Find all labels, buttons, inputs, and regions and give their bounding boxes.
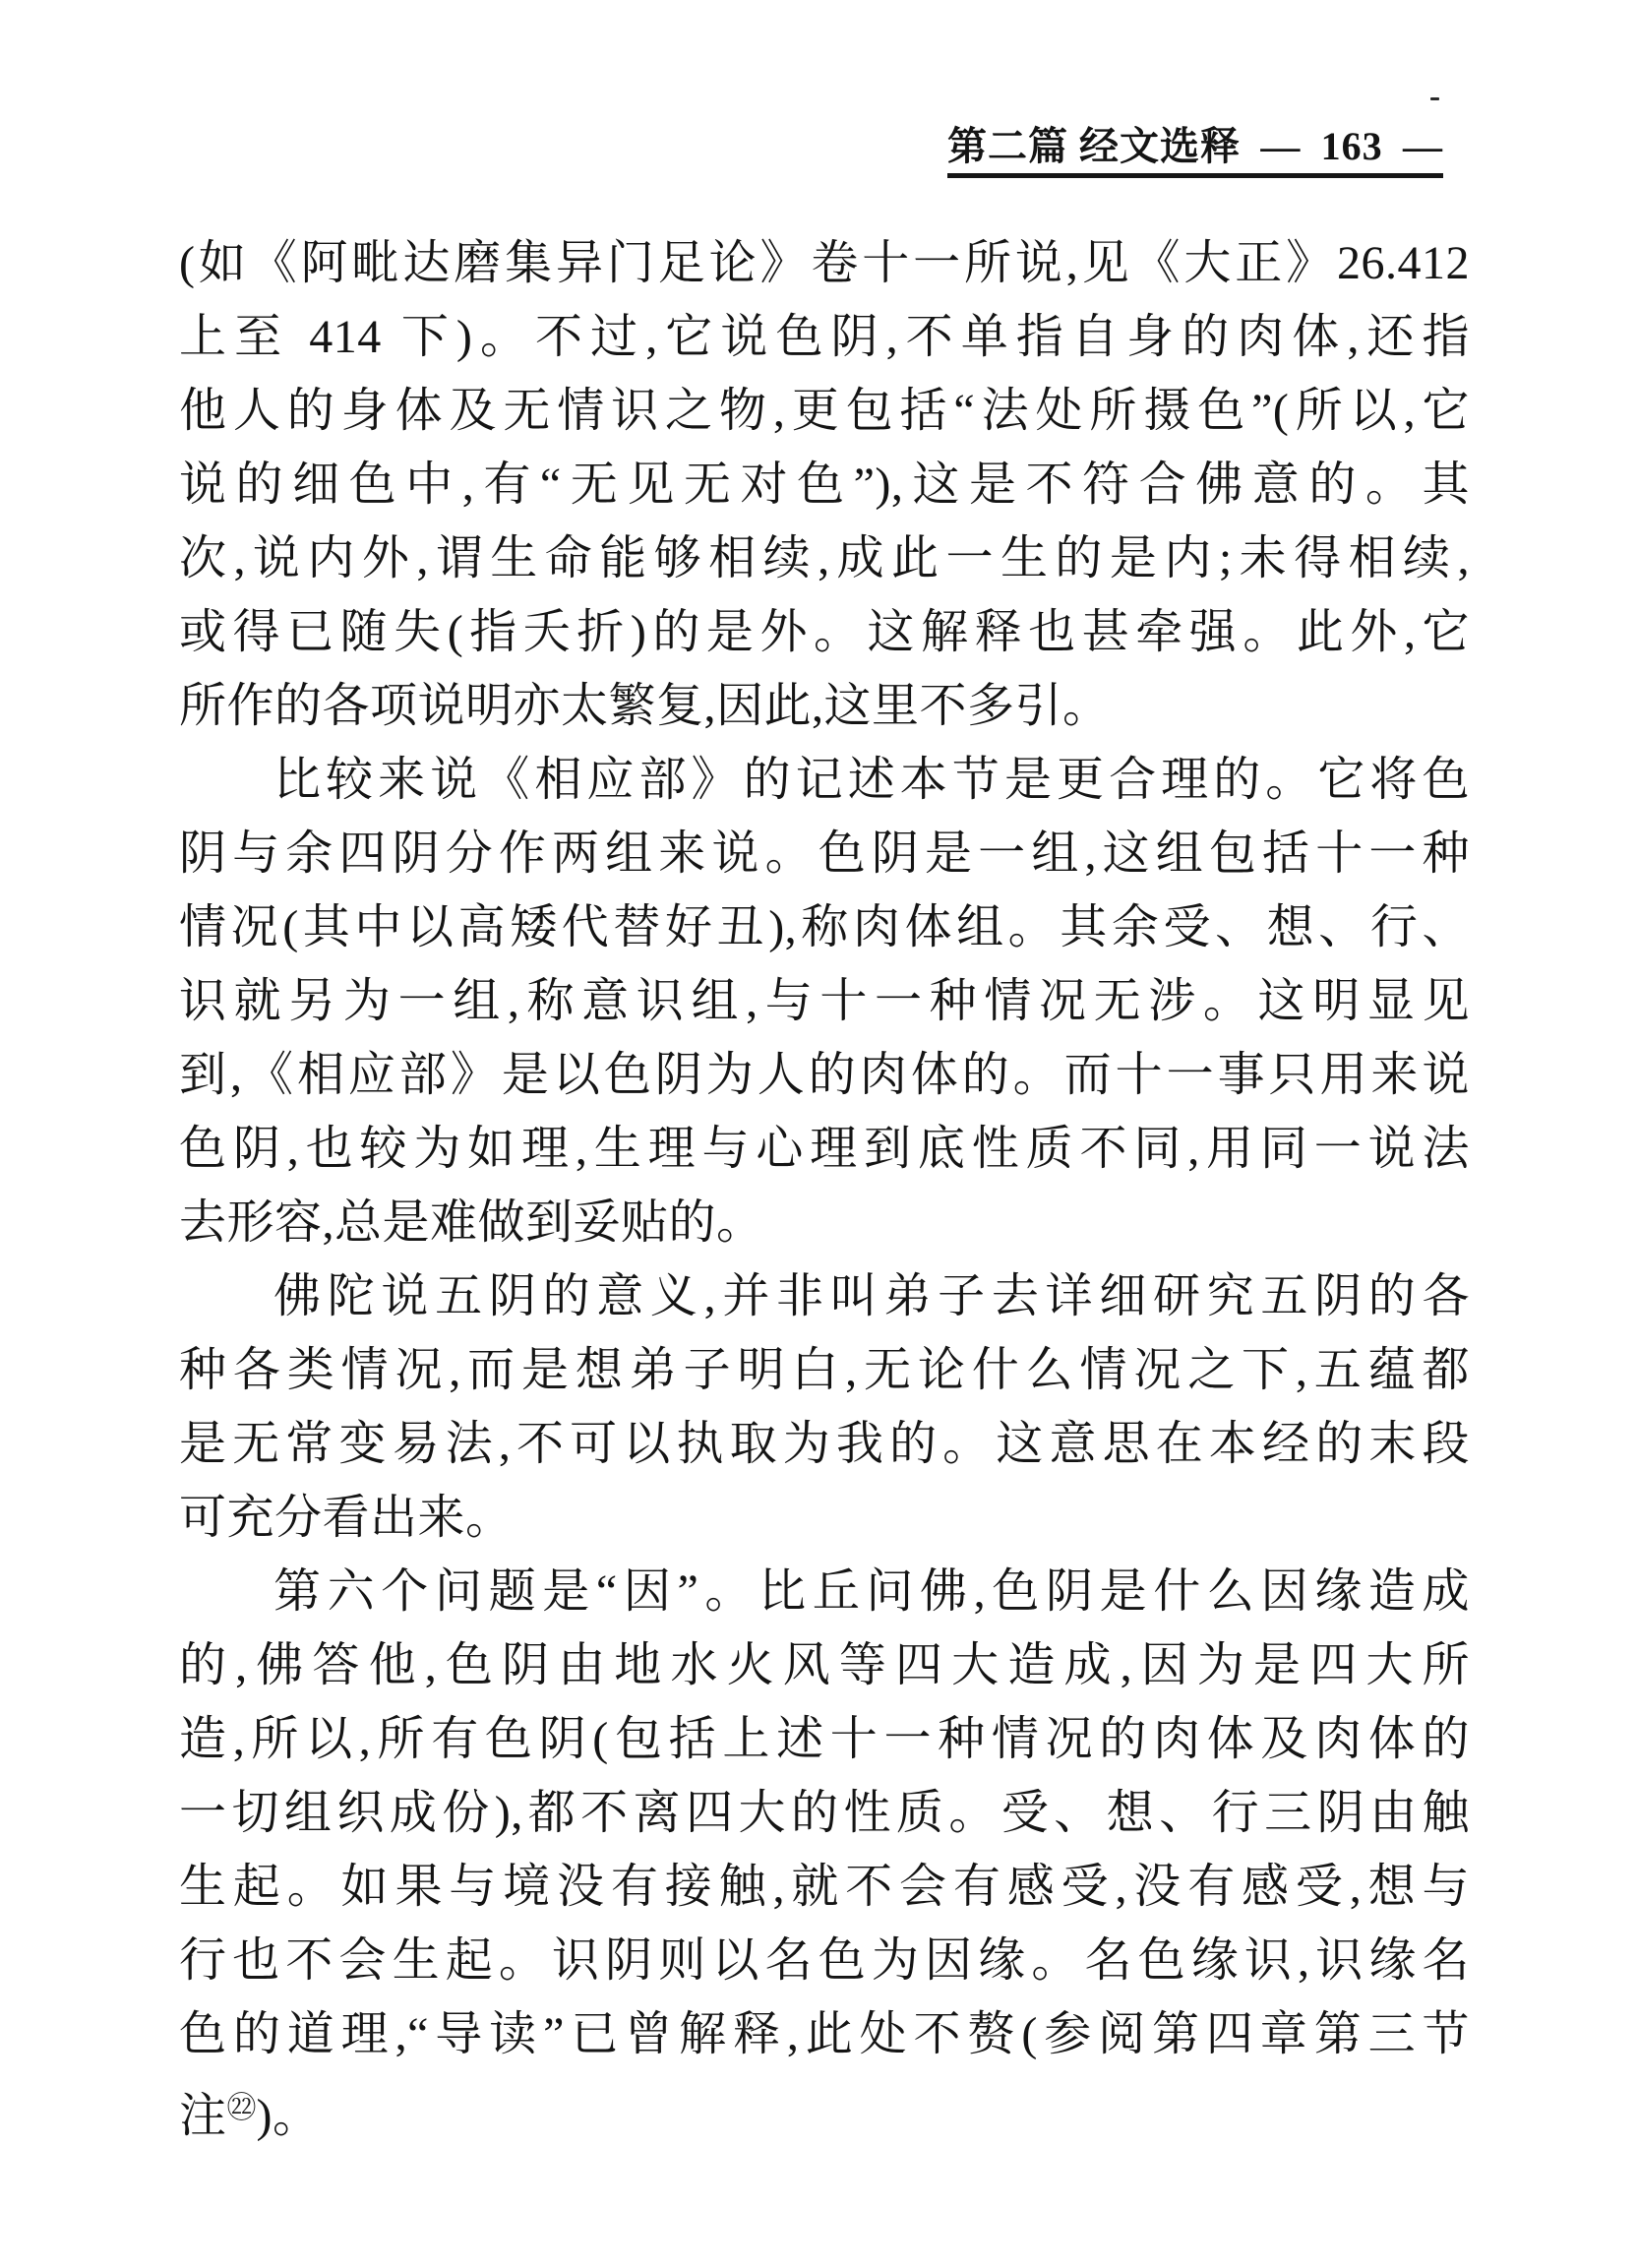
footnote-ref-text: 注 <box>179 2090 227 2142</box>
paragraph <box>179 1555 1470 2145</box>
header-page-number: 163 <box>1320 124 1383 168</box>
header-section-title: 第二篇 经文选释 <box>947 124 1241 168</box>
text-line: 可充分看出来。 <box>179 1492 514 1544</box>
scan-artifact-speck <box>1430 97 1439 100</box>
paragraph <box>179 226 1470 743</box>
header-dash-right: — <box>1402 124 1443 168</box>
text-line: 造,所以,所有色阴(包括上述十一种情况的肉体及肉体的 <box>179 1713 1470 1765</box>
text-line: 阴与余四阴分作两组来说。色阴是一组,这组包括十一种 <box>179 828 1470 880</box>
text-line: 佛陀说五阴的意义,并非叫弟子去详细研究五阴的各 <box>273 1270 1470 1322</box>
text-line: 次,说内外,谓生命能够相续,成此一生的是内;未得相续, <box>179 532 1470 584</box>
text-line: 所作的各项说明亦太繁复,因此,这里不多引。 <box>179 680 1111 732</box>
text-line: 生起。如果与境没有接触,就不会有感受,没有感受,想与 <box>179 1861 1470 1913</box>
paragraph <box>179 1259 1470 1555</box>
text-line: 到,《相应部》是以色阴为人的肉体的。而十一事只用来说 <box>179 1049 1470 1101</box>
text-line: 比较来说《相应部》的记述本节是更合理的。它将色 <box>273 754 1470 806</box>
running-header <box>947 124 1443 178</box>
text-line: 他人的身体及无情识之物,更包括“法处所摄色”(所以,它 <box>179 385 1470 437</box>
paragraph <box>179 743 1470 1259</box>
text-line: (如《阿毗达磨集异门足论》卷十一所说,见《大正》26.412 <box>179 237 1470 289</box>
header-dash-left: — <box>1260 124 1302 168</box>
text-line: 情况(其中以高矮代替好丑),称肉体组。其余受、想、行、 <box>179 901 1470 953</box>
text-line: 第六个问题是“因”。比丘问佛,色阴是什么因缘造成 <box>273 1565 1470 1618</box>
text-line <box>179 2071 1470 2145</box>
text-line: 色阴,也较为如理,生理与心理到底性质不同,用同一说法 <box>179 1123 1470 1175</box>
footnote-ref-close: )。 <box>256 2090 321 2142</box>
body-text <box>179 226 1470 2145</box>
text-line: 上至 414 下)。不过,它说色阴,不单指自身的肉体,还指 <box>179 311 1470 363</box>
text-line: 种各类情况,而是想弟子明白,无论什么情况之下,五蕴都 <box>179 1344 1470 1396</box>
footnote-ref-number: ㉒ <box>226 2092 257 2124</box>
text-line: 识就另为一组,称意识组,与十一种情况无涉。这明显见 <box>179 975 1470 1027</box>
text-line: 色的道理,“导读”已曾解释,此处不赘(参阅第四章第三节 <box>179 2008 1470 2060</box>
text-line: 的,佛答他,色阴由地水火风等四大造成,因为是四大所 <box>179 1639 1470 1691</box>
text-line: 或得已随失(指夭折)的是外。这解释也甚牵强。此外,它 <box>179 606 1470 658</box>
text-line: 是无常变易法,不可以执取为我的。这意思在本经的末段 <box>179 1418 1470 1470</box>
text-line: 去形容,总是难做到妥贴的。 <box>179 1196 764 1249</box>
text-line: 行也不会生起。识阴则以名色为因缘。名色缘识,识缘名 <box>179 1934 1470 1987</box>
text-line: 一切组织成份),都不离四大的性质。受、想、行三阴由触 <box>179 1787 1470 1839</box>
text-line: 说的细色中,有“无见无对色”),这是不符合佛意的。其 <box>179 459 1470 511</box>
